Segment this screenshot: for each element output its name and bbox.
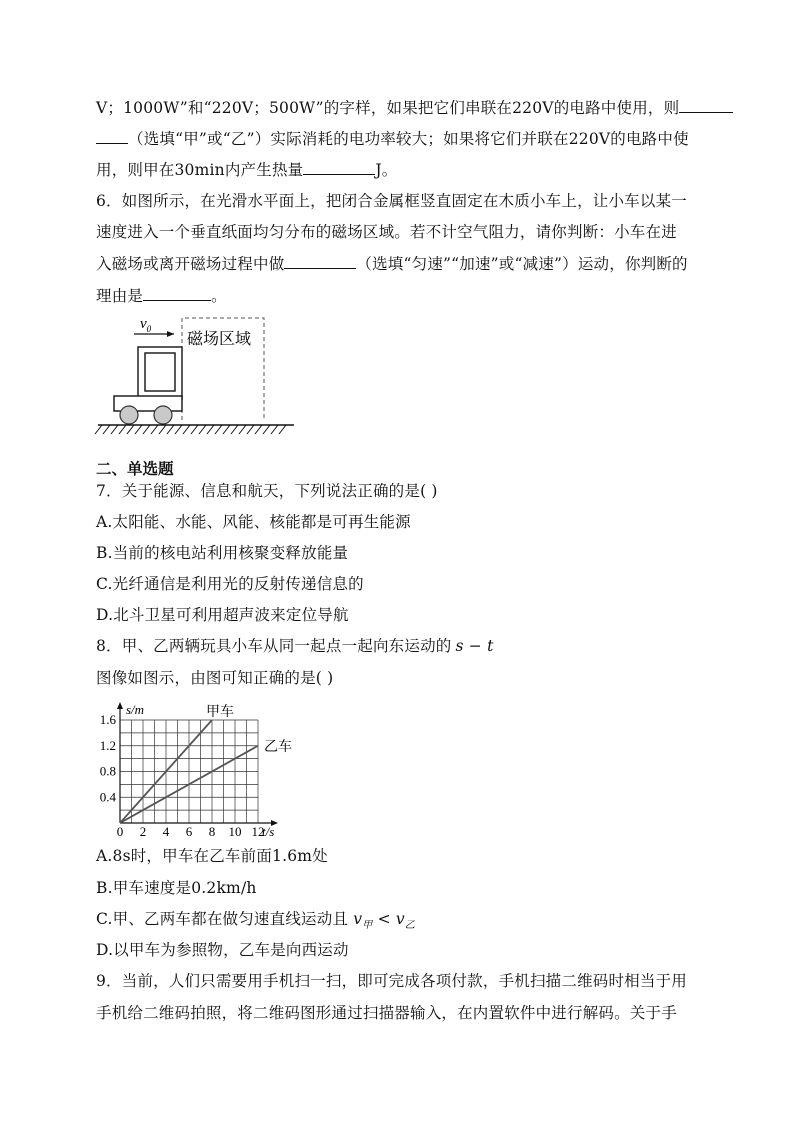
q8-option-b[interactable]: B.甲车速度是0.2km/h — [96, 879, 257, 897]
q6-text-3a: 入磁场或离开磁场过程中做 — [96, 255, 285, 273]
hatch-mark — [255, 425, 262, 434]
q7-option-a[interactable]: A.太阳能、水能、风能、核能都是可再生能源 — [96, 513, 411, 531]
series-label-0: 甲车 — [206, 705, 234, 720]
q5-text-3b: J。 — [375, 161, 398, 179]
q6-answer-blank-2[interactable] — [143, 285, 211, 301]
hatch-mark — [143, 425, 150, 434]
hatch-mark — [119, 425, 126, 434]
q6-line-3 — [96, 253, 688, 274]
q6-cart-figure — [94, 310, 300, 440]
velocity-arrowhead — [167, 331, 174, 337]
hatch-mark — [183, 425, 190, 434]
q8-st-chart — [92, 696, 312, 838]
q8-option-c-text: C.甲、乙两车都在做匀速直线运动且 — [96, 910, 349, 928]
magnetic-region-label: 磁场区域 — [187, 331, 252, 348]
q8-option-d[interactable]: D.以甲车为参照物，乙车是向西运动 — [96, 941, 349, 959]
q6-line-1 — [96, 191, 687, 211]
section-title: 二、单选题 — [96, 460, 174, 478]
hatch-mark — [207, 425, 214, 434]
x-tick-label: 8 — [208, 824, 216, 838]
hatch-mark — [279, 425, 286, 434]
q5-answer-blank-2[interactable] — [303, 159, 375, 175]
q6-text-3b: （选填“匀速”“加速”或“减速”）运动，你判断的 — [356, 255, 688, 273]
q8-option-a[interactable]: A.8s时，甲车在乙车前面1.6m处 — [96, 847, 328, 865]
y-tick-label: 1.6 — [99, 712, 116, 727]
q8-stem-2: 图像如图示，由图可知正确的是( ) — [96, 669, 334, 687]
y-tick-label: 0.8 — [99, 763, 116, 779]
hatch-mark — [215, 425, 222, 434]
ground-hatching — [95, 425, 286, 434]
x-tick-label: 12 — [251, 824, 265, 838]
q9-line-2: 手机给二维码拍照，将二维码图形通过扫描器输入，在内置软件中进行解码。关于手 — [96, 1004, 677, 1022]
hatch-mark — [111, 425, 118, 434]
x-tick-label: 10 — [228, 824, 242, 838]
q6-line-2 — [96, 222, 677, 242]
q8-stem-1 — [96, 636, 494, 656]
q5-answer-blank-1[interactable] — [679, 97, 733, 113]
hatch-mark — [167, 425, 174, 434]
x-tick-label: 0 — [116, 824, 124, 838]
hatch-mark — [191, 425, 198, 434]
velocity-label: $v_0$ — [140, 316, 152, 334]
hatch-mark — [223, 425, 230, 434]
q5-line-1 — [96, 97, 733, 118]
x-axis-label: t/s — [262, 824, 275, 838]
hatch-mark — [159, 425, 166, 434]
hatch-mark — [151, 425, 158, 434]
q6-text-1: 6．如图所示，在光滑水平面上，把闭合金属框竖直固定在木质小车上，让小车以某一 — [96, 192, 687, 210]
q6-text-2: 速度进入一个垂直纸面均匀分布的磁场区域。若不计空气阻力，请你判断：小车在进 — [96, 223, 677, 241]
hatch-mark — [247, 425, 254, 434]
y-tick-label: 0.4 — [99, 789, 116, 805]
q8-option-c[interactable] — [96, 909, 415, 936]
hatch-mark — [103, 425, 110, 434]
q9-line-1: 9．当前，人们只需要用手机扫一扫，即可完成各项付款，手机扫描二维码时相当于用 — [96, 972, 687, 990]
q5-text-1: V；1000W”和“220V；500W”的字样，如果把它们串联在220V的电路中使用，则 — [96, 99, 680, 117]
q5-line-2 — [96, 128, 689, 149]
cart-wheel-right — [154, 406, 172, 424]
q8-option-c-math: $v_甲 < v_乙$ — [353, 910, 416, 932]
q8-stem-text: 8．甲、乙两辆玩具小车从同一起点一起向东运动的 — [96, 637, 452, 655]
q5-answer-blank-1-cont[interactable] — [96, 128, 128, 144]
metal-frame-inner — [145, 353, 175, 391]
q7-stem: 7．关于能源、信息和航天，下列说法正确的是( ) — [96, 482, 438, 500]
q5-text-2: （选填“甲”或“乙”）实际消耗的电功率较大；如果将它们并联在220V的电路中使 — [128, 130, 689, 148]
hatch-mark — [135, 425, 142, 434]
q6-line-4 — [96, 285, 227, 306]
q7-option-c[interactable]: C.光纤通信是利用光的反射传递信息的 — [96, 575, 364, 593]
q7-option-d[interactable]: D.北斗卫星可利用超声波来定位导航 — [96, 606, 349, 624]
y-axis-label: s/m — [126, 702, 145, 717]
q6-text-4a: 理由是 — [96, 287, 144, 305]
cart-wheel-left — [120, 406, 138, 424]
hatch-mark — [199, 425, 206, 434]
hatch-mark — [263, 425, 270, 434]
series-label-1: 乙车 — [264, 739, 292, 755]
hatch-mark — [127, 425, 134, 434]
x-tick-label: 2 — [139, 824, 147, 838]
q5-text-3a: 用，则甲在30min内产生热量 — [96, 161, 304, 179]
hatch-mark — [95, 425, 102, 434]
q7-option-b[interactable]: B.当前的核电站利用核聚变释放能量 — [96, 544, 349, 562]
hatch-mark — [271, 425, 278, 434]
y-tick-label: 1.2 — [99, 737, 116, 753]
q5-line-3 — [96, 159, 398, 180]
hatch-mark — [231, 425, 238, 434]
y-axis-arrow — [117, 702, 123, 709]
x-tick-label: 6 — [185, 824, 193, 838]
q8-stem-math: s − t — [455, 637, 494, 655]
q6-text-4b: 。 — [211, 287, 227, 305]
q6-answer-blank-1[interactable] — [284, 253, 356, 269]
hatch-mark — [239, 425, 246, 434]
hatch-mark — [175, 425, 182, 434]
x-tick-label: 4 — [162, 824, 170, 838]
